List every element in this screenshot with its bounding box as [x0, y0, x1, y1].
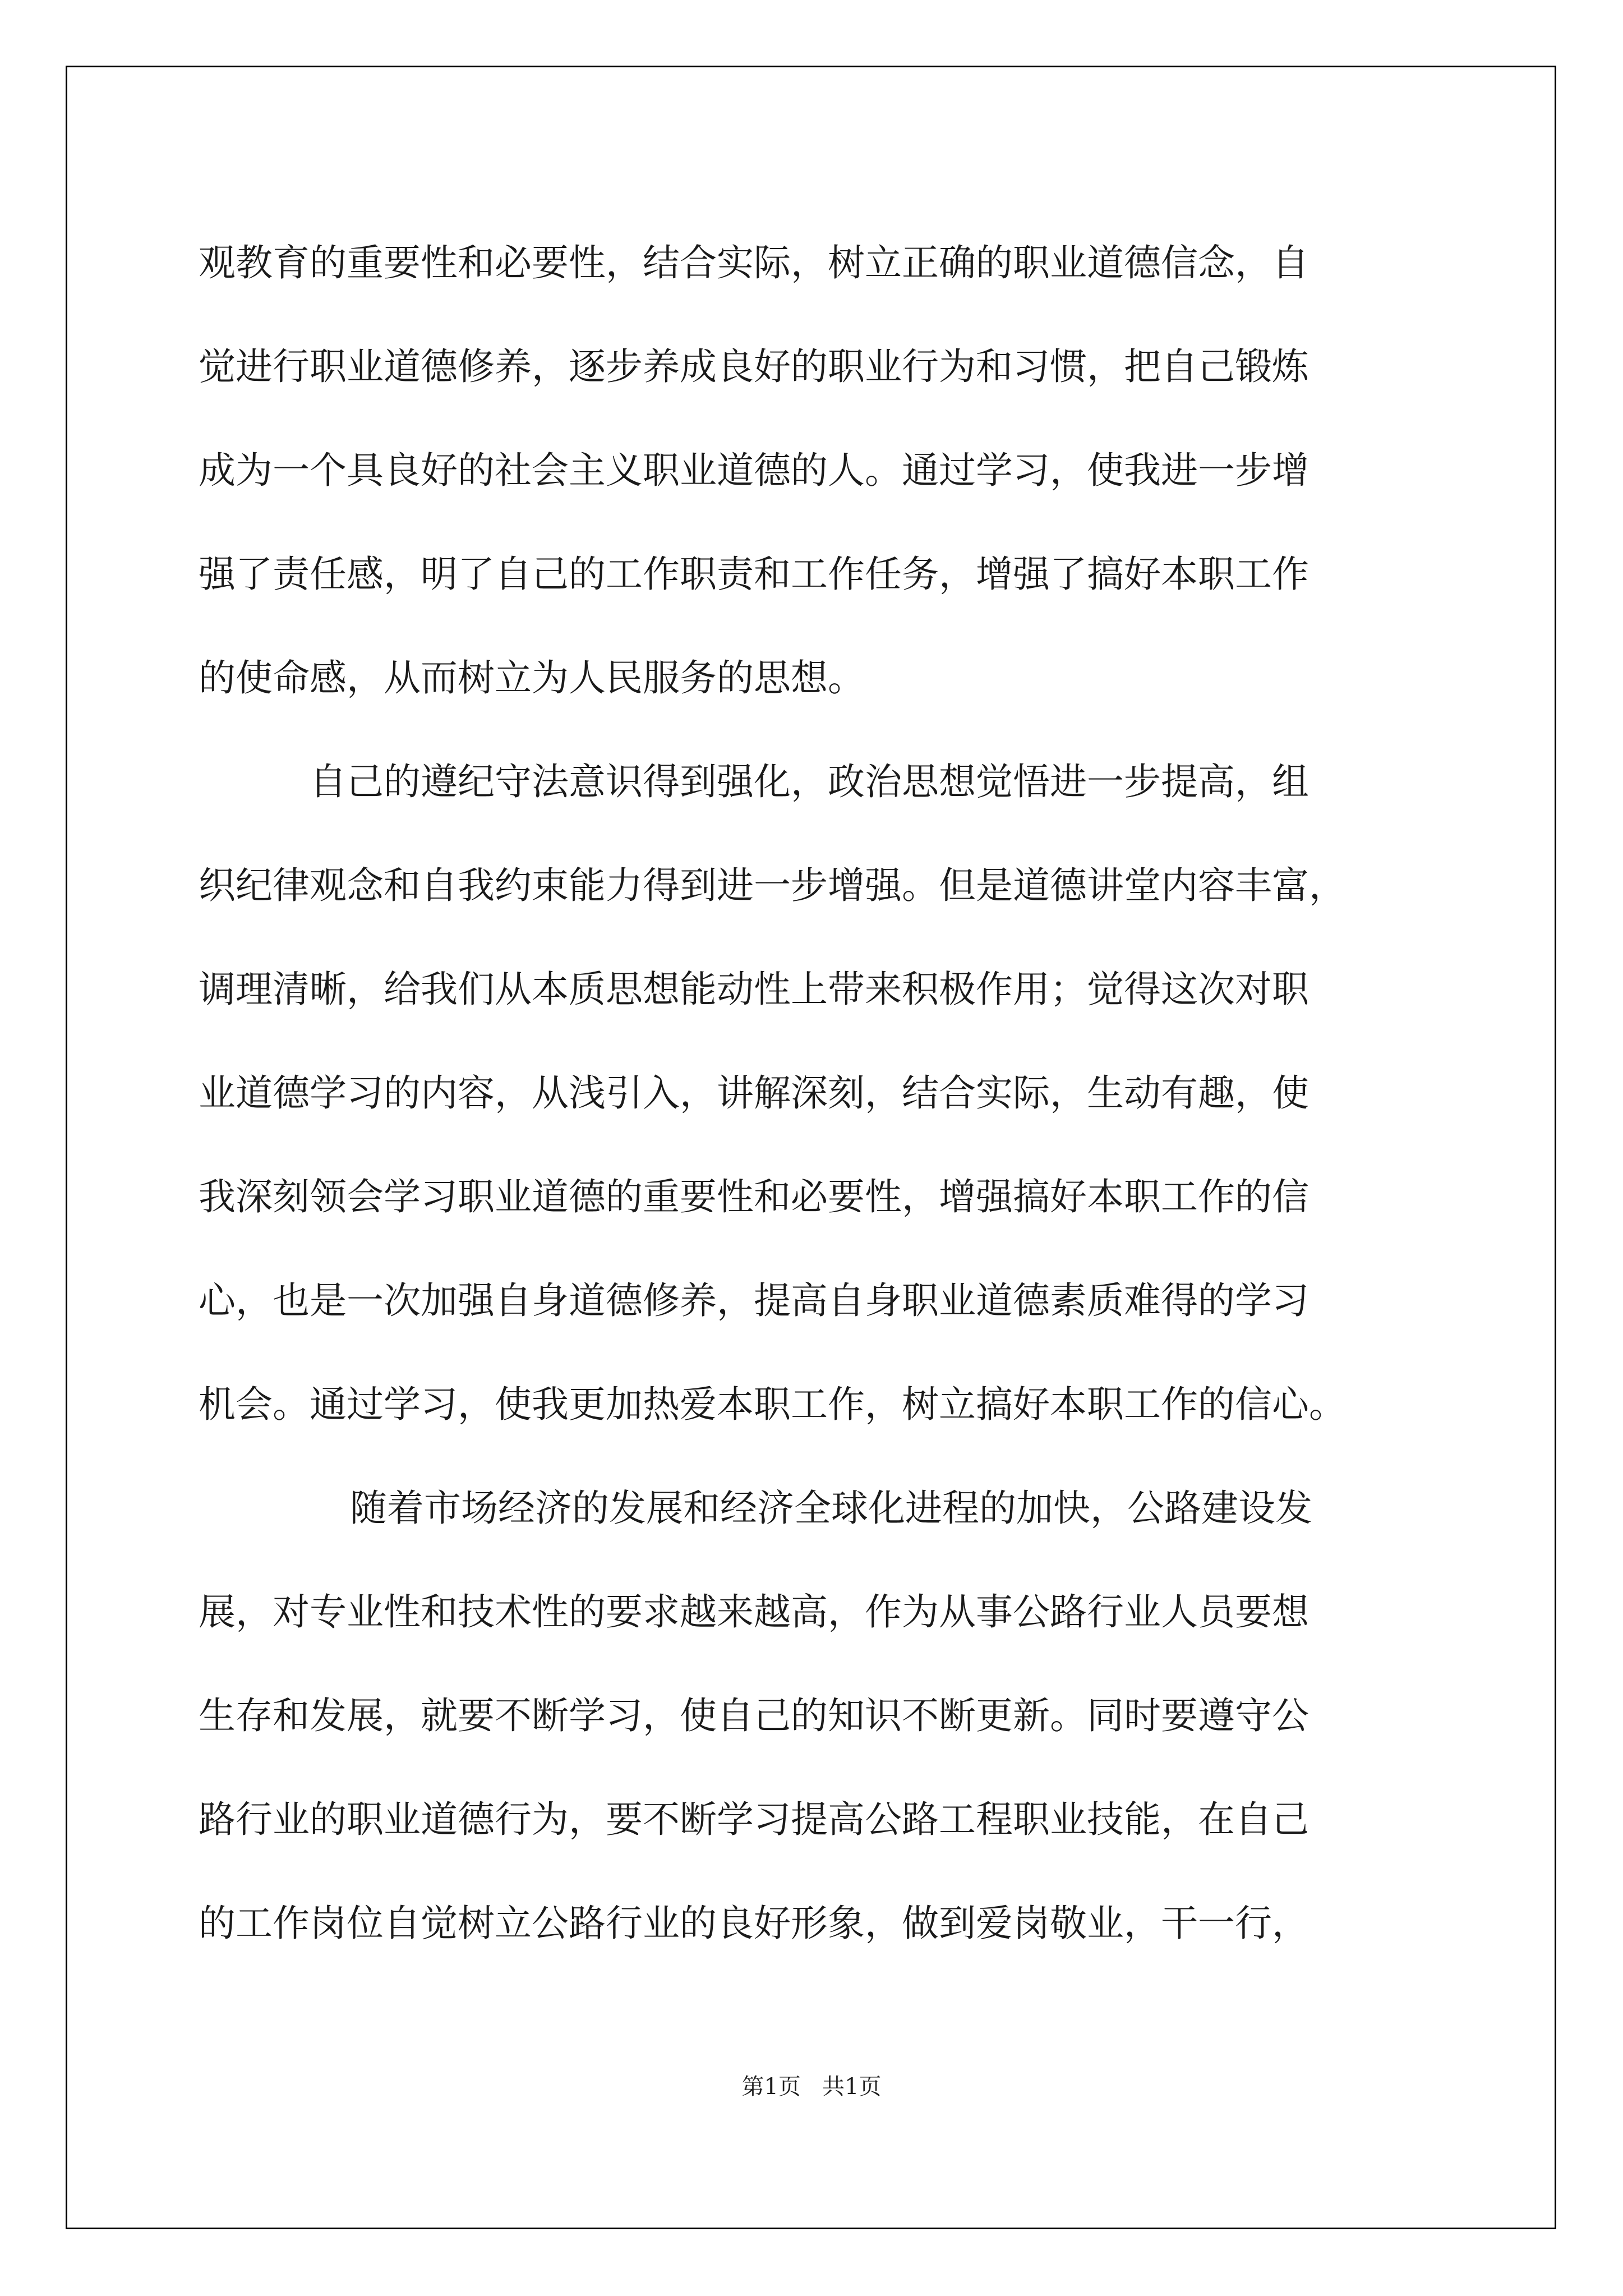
page-number-footer: 第1页 共1页 [741, 2074, 882, 2100]
text-line: 觉进行职业道德修养，逐步养成良好的职业行为和习惯，把自己锻炼 [199, 345, 1309, 388]
text-line: 心，也是一次加强自身道德修养，提高自身职业道德素质难得的学习 [199, 1279, 1309, 1322]
text-line: 展，对专业性和技术性的要求越来越高，作为从事公路行业人员要想 [199, 1590, 1309, 1634]
text-line: 调理清晰，给我们从本质思想能动性上带来积极作用；觉得这次对职 [199, 968, 1309, 1011]
text-line: 成为一个具良好的社会主义职业道德的人。通过学习，使我进一步增 [199, 449, 1309, 492]
document-body [199, 211, 1432, 1975]
text-line: 强了责任感，明了自己的工作职责和工作任务，增强了搞好本职工作 [199, 553, 1309, 596]
text-line: 观教育的重要性和必要性，结合实际，树立正确的职业道德信念，自 [199, 241, 1309, 284]
text-line: 我深刻领会学习职业道德的重要性和必要性，增强搞好本职工作的信 [199, 1175, 1309, 1218]
paragraph-first-line: 随着市场经济的发展和经济全球化进程的加快，公路建设发 [350, 1487, 1312, 1530]
text-line: 织纪律观念和自我约束能力得到进一步增强。但是道德讲堂内容丰富， [199, 864, 1346, 907]
text-line: 的使命感，从而树立为人民服务的思想。 [199, 656, 865, 700]
text-line: 生存和发展，就要不断学习，使自己的知识不断更新。同时要遵守公 [199, 1694, 1309, 1737]
text-line: 路行业的职业道德行为，要不断学习提高公路工程职业技能，在自己 [199, 1798, 1309, 1841]
paragraph-first-line: 自己的遵纪守法意识得到强化，政治思想觉悟进一步提高，组 [310, 760, 1309, 803]
text-line: 业道德学习的内容，从浅引入，讲解深刻，结合实际，生动有趣，使 [199, 1071, 1309, 1115]
text-line: 机会。通过学习，使我更加热爱本职工作，树立搞好本职工作的信心。 [199, 1383, 1346, 1426]
text-line: 的工作岗位自觉树立公路行业的良好形象，做到爱岗敬业，干一行， [199, 1902, 1309, 1945]
